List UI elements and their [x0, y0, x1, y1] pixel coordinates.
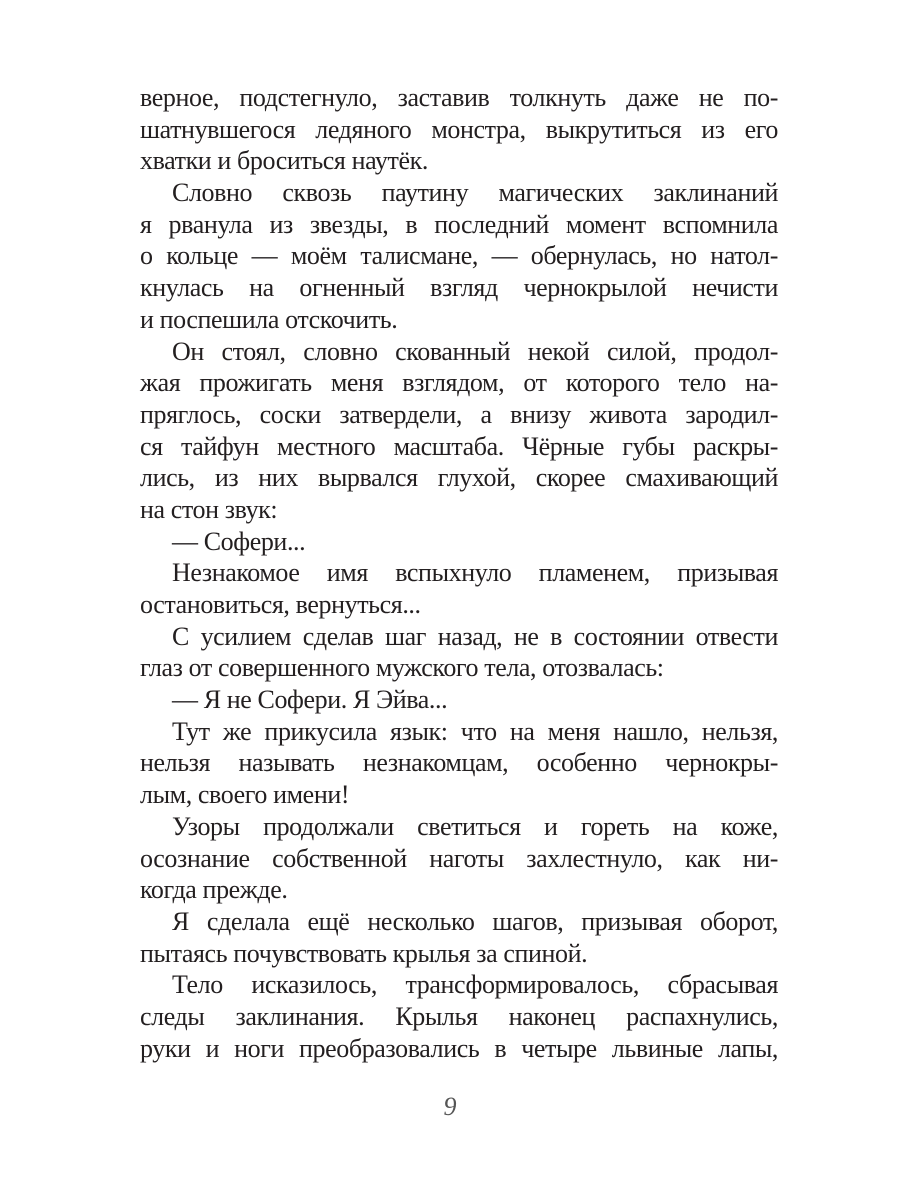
paragraph — [140, 336, 778, 526]
text-line: я рванула из звезды, в последний момент вспомнила — [140, 209, 778, 239]
text-line: кнулась на огненный взгляд чернокрылой нечисти — [140, 273, 778, 303]
paragraph — [140, 906, 778, 969]
text-line: Тело исказилось, трансформировалось, сбрасывая — [172, 970, 778, 1000]
text-line: Словно сквозь паутину магических заклинаний — [172, 178, 778, 208]
text-line: хватки и броситься наутёк. — [140, 146, 428, 176]
text-line: о кольце — моём талисмане, — обернулась, но натол- — [140, 241, 778, 271]
text-line: лись, из них вырвался глухой, скорее смахивающий — [140, 463, 778, 493]
paragraph — [140, 969, 778, 1064]
text-line: ся тайфун местного масштаба. Чёрные губы раскры- — [140, 431, 778, 461]
text-line: глаз от совершенного мужского тела, отозвалась: — [140, 653, 664, 683]
paragraph — [140, 82, 778, 177]
text-line: шатнувшегося ледяного монстра, выкрутиться из его — [140, 114, 778, 144]
text-line: пряглось, соски затвердели, а внизу живота зародил- — [140, 399, 778, 429]
text-line: — Софери... — [172, 526, 306, 556]
text-line: остановиться, вернуться... — [140, 590, 421, 619]
paragraph — [140, 526, 778, 558]
page-number: 9 — [443, 1092, 457, 1121]
paragraph — [140, 621, 778, 684]
text-line: когда прежде. — [140, 875, 288, 905]
text-line: на стон звук: — [140, 494, 278, 524]
text-line: и поспешила отскочить. — [140, 304, 398, 334]
text-line: С усилием сделав шаг назад, не в состоянии отвести — [172, 621, 778, 651]
text-line: следы заклинания. Крылья наконец распахнулись, — [140, 1001, 778, 1031]
text-line: Он стоял, словно скованный некой силой, продол- — [172, 336, 778, 366]
paragraph — [140, 716, 778, 811]
paragraph — [140, 557, 778, 620]
text-line: Тут же прикусила язык: что на меня нашло, нельзя, — [172, 716, 778, 746]
text-line: осознание собственной наготы захлестнуло, как ни- — [140, 843, 778, 873]
text-line: нельзя называть незнакомцам, особенно чернокры- — [140, 748, 778, 778]
paragraph — [140, 684, 778, 716]
paragraph — [140, 811, 778, 906]
text-line: лым, своего имени! — [140, 780, 350, 810]
text-line: пытаясь почувствовать крылья за спиной. — [140, 938, 588, 968]
text-line: жая прожигать меня взглядом, от которого тело на- — [140, 368, 778, 398]
text-line: верное, подстегнуло, заставив толкнуть даже не по- — [140, 83, 778, 112]
text-line: Узоры продолжали светиться и гореть на коже, — [172, 811, 778, 841]
text-line: — Я не Софери. Я Эйва... — [172, 685, 448, 715]
text-line: Незнакомое имя вспыхнуло пламенем, призывая — [172, 558, 778, 588]
text-line: Я сделала ещё несколько шагов, призывая оборот, — [172, 906, 778, 936]
paragraph — [140, 177, 778, 335]
text-line: руки и ноги преобразовались в четыре львиные лапы, — [140, 1033, 778, 1063]
body-text — [140, 82, 778, 1064]
